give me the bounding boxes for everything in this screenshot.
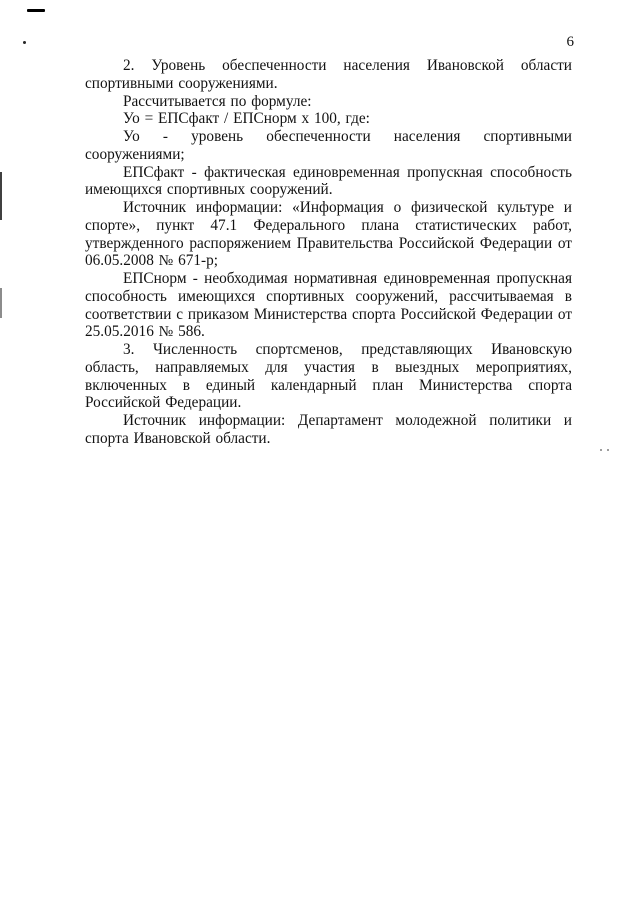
page-number: 6: [566, 34, 574, 50]
scan-artifact-dot: [607, 449, 609, 451]
scan-artifact-dash: [27, 9, 45, 12]
document-body: [85, 57, 572, 448]
paragraph-uo-definition: Уо - уровень обеспеченности населения спортивными сооружениями;: [85, 128, 572, 163]
paragraph-source-2: Источник информации: Департамент молодежной политики и спорта Ивановской области.: [85, 412, 572, 447]
paragraph-formula: Уо = ЕПСфакт / ЕПСнорм х 100, где:: [123, 110, 370, 128]
paragraph-epsnorm-definition: ЕПСнорм - необходимая нормативная единовременная пропускная способность имеющихся спортивных сооружений, рассчитываемая в соответствии с приказом Министерства спорта Российской Федерации от 25.05.2016 № 586.: [85, 270, 572, 341]
paragraph-epsfact-definition: ЕПСфакт - фактическая единовременная пропускная способность имеющихся спортивных сооружений.: [85, 163, 572, 199]
scan-artifact-dot: [23, 41, 26, 44]
scan-artifact-edge: [0, 172, 2, 220]
paragraph-item-2-heading: 2. Уровень обеспеченности населения Ивановской области спортивными сооружениями.: [85, 57, 572, 92]
scan-artifact-edge: [0, 288, 2, 318]
scan-artifact-dot: [600, 449, 602, 451]
paragraph-item-3-heading: 3. Численность спортсменов, представляющих Ивановскую область, направляемых для участия в выездных мероприятиях, включенных в единый календарный план Министерства спорта Российской Федерации.: [85, 341, 572, 412]
paragraph-formula-intro: Рассчитывается по формуле:: [123, 92, 312, 110]
paragraph-source-1: Источник информации: «Информация о физической культуре и спорте», пункт 47.1 Федерального плана статистических работ, утвержденного распоряжением Правительства Российской Федерации от 06.05.2008 № 671-р;: [85, 199, 572, 270]
